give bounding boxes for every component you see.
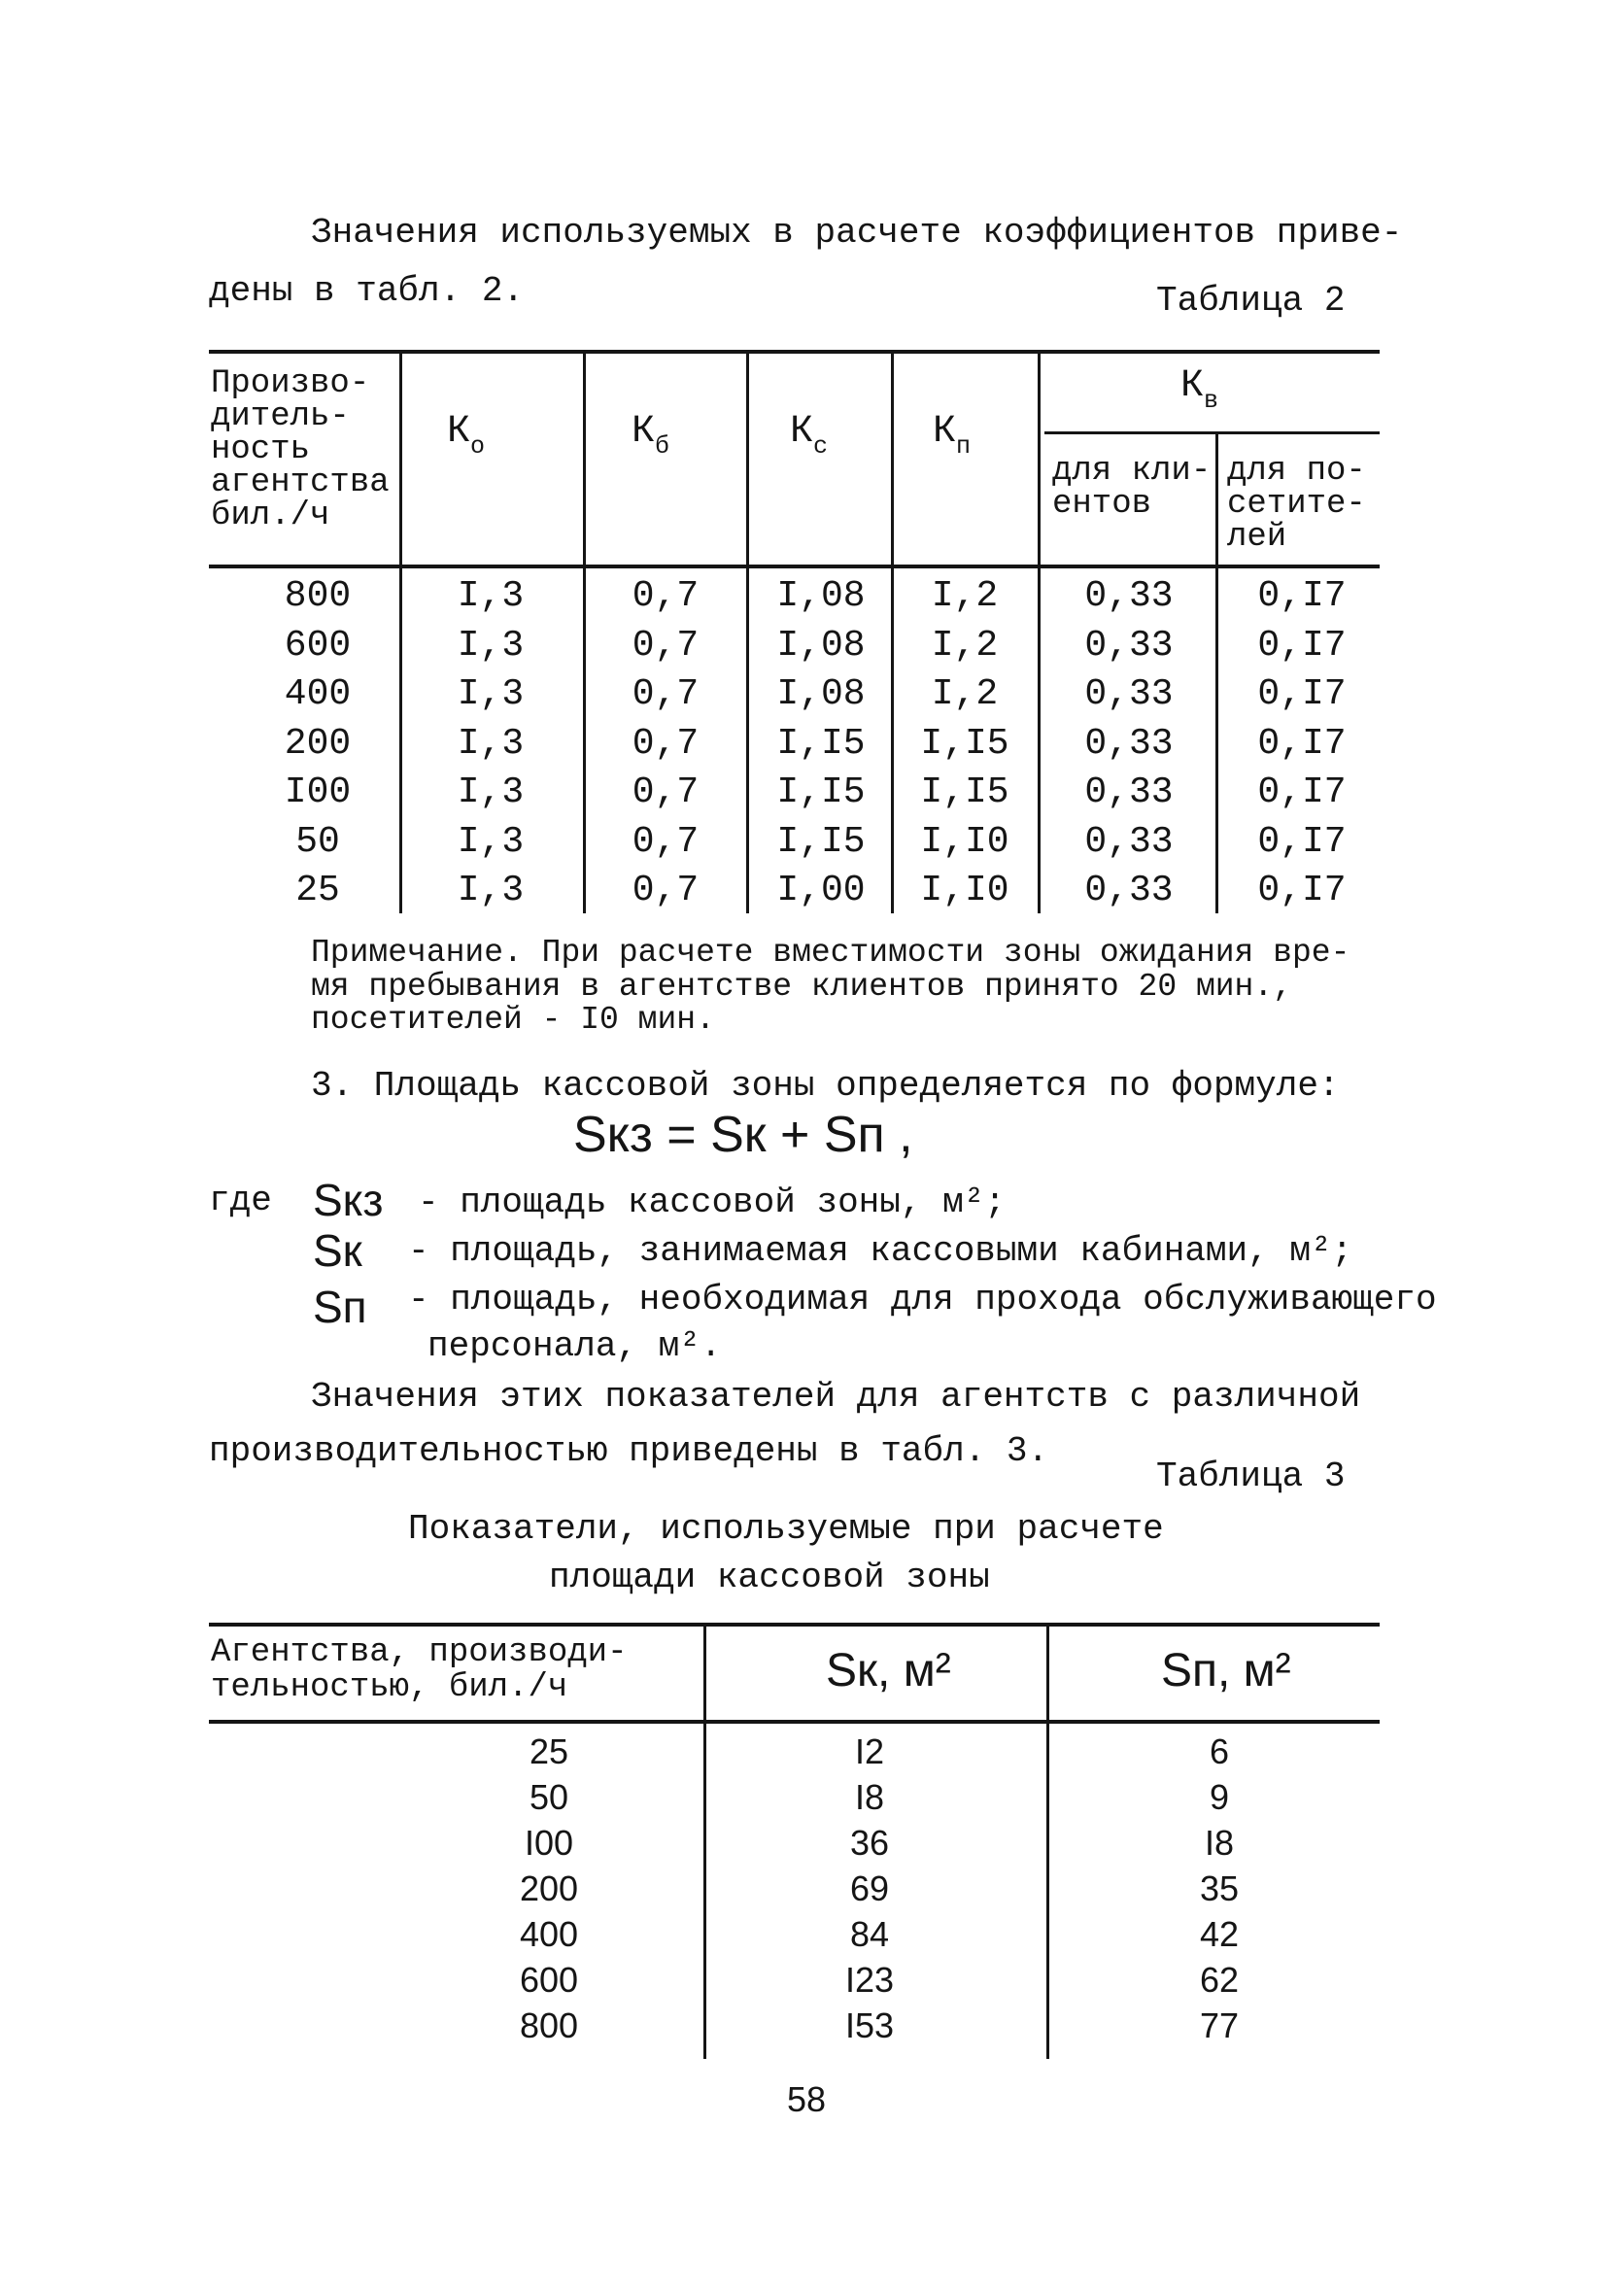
table-2-productivity-cell: 400 (284, 673, 352, 715)
table-2-value-cell: 0,33 (1084, 624, 1174, 667)
table-3-agency-cell: 400 (519, 1914, 579, 1954)
table-2-value-cell: I,I5 (920, 722, 1009, 765)
table-2-value-cell: I,I5 (776, 722, 866, 765)
table-2-productivity-cell: 200 (284, 722, 352, 765)
header-agency (211, 1636, 627, 1705)
table-3-value-cell: 69 (849, 1868, 890, 1908)
definition-skz: - площадь кассовой зоны, м²; (418, 1182, 1006, 1222)
cash-zone-table (209, 1623, 1380, 2060)
table-2-top-rule (209, 350, 1380, 354)
header-kv-main: К (1180, 364, 1205, 408)
table-2-value-cell: I,2 (931, 575, 999, 617)
header-kp-main: К (933, 410, 957, 454)
header-kb (632, 410, 670, 461)
table-3-title-line-2: площади кассовой зоны (549, 1558, 990, 1597)
header-kv-clients (1052, 455, 1211, 521)
table-3-value-cell: I2 (854, 1731, 885, 1771)
table-2-value-cell: I,08 (776, 624, 866, 667)
table-3-value-cell: I53 (844, 2005, 895, 2045)
table-2-kv-rule (1044, 431, 1380, 434)
where-label: где (209, 1181, 272, 1220)
table-2-productivity-cell: 600 (284, 624, 352, 667)
table-2-value-cell: I,3 (457, 771, 525, 813)
table-3-agency-cell: 50 (529, 1777, 569, 1817)
table-3-value-cell: 62 (1199, 1960, 1240, 2000)
section-3-heading: 3. Площадь кассовой зоны определяется по формуле: (311, 1066, 1340, 1106)
table-2-value-cell: I,3 (457, 722, 525, 765)
header-kb-sub: б (655, 432, 670, 461)
note-line: Примечание. При расчете вместимости зоны ожидания вре- (311, 935, 1350, 971)
header-ko (447, 410, 486, 461)
table-3-value-cell: 84 (849, 1914, 890, 1954)
table-2-value-cell: 0,7 (632, 820, 700, 863)
table-2-value-cell: I,3 (457, 870, 525, 911)
header-kb-main: К (632, 410, 656, 454)
table-2-value-cell: 0,7 (632, 722, 700, 765)
header-kc-main: К (790, 410, 814, 454)
table-2-value-cell: 0,I7 (1257, 870, 1347, 911)
note-line: мя пребывания в агентстве клиентов принято 20 мин., (311, 968, 1292, 1005)
header-kv-visitors-line: для по- (1227, 453, 1366, 490)
table-3-value-cell: I8 (1204, 1823, 1235, 1863)
table-3-value-cell: 6 (1209, 1731, 1230, 1771)
table-2-value-cell: 0,7 (632, 771, 700, 813)
header-kp-sub: п (956, 432, 972, 461)
formula-skz: Sкз = Sк + Sп , (573, 1107, 913, 1163)
table-2-productivity-cell: 25 (295, 870, 340, 911)
header-productivity-line: агентства (211, 464, 390, 501)
table-2-value-cell: I,3 (457, 624, 525, 667)
header-productivity-line: Произво- (211, 365, 370, 402)
table-2-value-cell: 0,33 (1084, 575, 1174, 617)
header-ko-main: К (447, 410, 471, 454)
table-3-agency-cell: 25 (529, 1731, 569, 1771)
table-2-col-divider (1215, 433, 1218, 913)
header-ko-sub: о (470, 432, 486, 461)
table-2-value-cell: I,3 (457, 575, 525, 617)
note (311, 937, 1350, 1038)
header-agency-line: Агентства, производи- (211, 1634, 628, 1671)
header-kv (1180, 364, 1219, 415)
table-3-value-cell: I8 (854, 1777, 885, 1817)
definition-sp: - площадь, необходимая для прохода обслуживающего (408, 1280, 1437, 1319)
page-number: 58 (787, 2079, 827, 2119)
table-2-value-cell: I,2 (931, 624, 999, 667)
table-2-value-cell: I,I5 (920, 771, 1009, 813)
table-2-value-cell: I,2 (931, 673, 999, 715)
table-2-value-cell: 0,7 (632, 870, 700, 911)
table-2-value-cell: 0,I7 (1257, 624, 1347, 667)
header-kp (933, 410, 972, 461)
table-3-col-divider (703, 1623, 706, 1724)
table-2-productivity-cell: I00 (284, 771, 352, 813)
paragraph-line-1: Значения этих показателей для агентств с различной (311, 1377, 1361, 1417)
table-2-value-cell: I,08 (776, 575, 866, 617)
header-kv-visitors-line: сетите- (1227, 486, 1366, 523)
table-3-label: Таблица 3 (1156, 1456, 1346, 1496)
header-productivity-line: ность (211, 431, 311, 468)
table-2-value-cell: I,00 (776, 870, 866, 911)
table-2-value-cell: I,08 (776, 673, 866, 715)
table-2-value-cell: 0,I7 (1257, 722, 1347, 765)
table-3-col-divider (1046, 1623, 1049, 1724)
table-2-value-cell: 0,33 (1084, 673, 1174, 715)
table-2-productivity-cell: 50 (295, 820, 340, 863)
table-3-value-cell: 42 (1199, 1914, 1240, 1954)
symbol-sk: Sк (313, 1225, 362, 1276)
table-2-value-cell: I,I0 (920, 870, 1009, 911)
header-kv-visitors (1227, 455, 1366, 554)
table-3-agency-cell: 600 (519, 1960, 579, 2000)
header-kv-clients-line: для кли- (1052, 453, 1212, 490)
table-3-agency-cell: 200 (519, 1868, 579, 1908)
table-3-value-cell: 9 (1209, 1777, 1230, 1817)
table-3-col-divider (703, 1724, 706, 2059)
table-2-header-rule (209, 565, 1380, 568)
table-2-value-cell: 0,I7 (1257, 575, 1347, 617)
table-2-label: Таблица 2 (1156, 281, 1346, 321)
table-3-title-line-1: Показатели, используемые при расчете (408, 1509, 1164, 1549)
table-3-value-cell: 35 (1199, 1868, 1240, 1908)
table-2-value-cell: 0,I7 (1257, 820, 1347, 863)
table-2-value-cell: I,I5 (776, 820, 866, 863)
table-2-col-divider (399, 350, 402, 913)
header-kc-sub: с (813, 432, 829, 461)
note-line: посетителей - I0 мин. (311, 1002, 715, 1039)
table-2-value-cell: 0,33 (1084, 771, 1174, 813)
header-productivity-line: бил./ч (211, 497, 330, 534)
table-2-value-cell: I,3 (457, 820, 525, 863)
paragraph-line-2: производительностью приведены в табл. 3. (209, 1431, 1049, 1471)
symbol-sp: Sп (313, 1282, 367, 1332)
table-2-value-cell: 0,7 (632, 575, 700, 617)
table-3-top-rule (209, 1623, 1380, 1627)
table-3-value-cell: I23 (844, 1960, 895, 2000)
header-kv-sub: в (1204, 387, 1219, 415)
table-3-agency-cell: 800 (519, 2005, 579, 2045)
table-2-value-cell: I,I0 (920, 820, 1009, 863)
table-3-value-cell: 77 (1199, 2005, 1240, 2045)
symbol-skz: Sкз (313, 1175, 384, 1225)
table-2-value-cell: 0,7 (632, 624, 700, 667)
table-2-value-cell: I,3 (457, 673, 525, 715)
definition-sk: - площадь, занимаемая кассовыми кабинами, м²; (408, 1231, 1353, 1271)
table-3-header-rule (209, 1720, 1380, 1724)
table-2-value-cell: I,I5 (776, 771, 866, 813)
table-2-value-cell: 0,33 (1084, 870, 1174, 911)
table-3-agency-cell: I00 (524, 1823, 574, 1863)
definition-sp-cont: персонала, м². (427, 1326, 722, 1366)
table-2-value-cell: 0,I7 (1257, 673, 1347, 715)
table-3-col-divider (1046, 1724, 1049, 2059)
table-3-value-cell: 36 (849, 1823, 890, 1863)
header-kv-visitors-line: лей (1227, 519, 1287, 556)
table-2-value-cell: 0,33 (1084, 722, 1174, 765)
intro-line-2: дены в табл. 2. (209, 271, 525, 311)
header-sp: Sп, м² (1161, 1645, 1291, 1696)
coefficients-table (209, 350, 1380, 913)
header-sk: Sк, м² (826, 1645, 951, 1696)
header-productivity (211, 367, 390, 532)
table-2-value-cell: 0,7 (632, 673, 700, 715)
intro-line-1: Значения используемых в расчете коэффициентов приве- (311, 213, 1403, 253)
table-2-value-cell: 0,I7 (1257, 771, 1347, 813)
header-kc (790, 410, 829, 461)
table-2-value-cell: 0,33 (1084, 820, 1174, 863)
header-agency-line: тельностью, бил./ч (211, 1668, 568, 1706)
header-kv-clients-line: ентов (1052, 486, 1152, 523)
table-2-col-divider (583, 350, 586, 913)
table-2-productivity-cell: 800 (284, 575, 352, 617)
header-productivity-line: дитель- (211, 398, 350, 435)
